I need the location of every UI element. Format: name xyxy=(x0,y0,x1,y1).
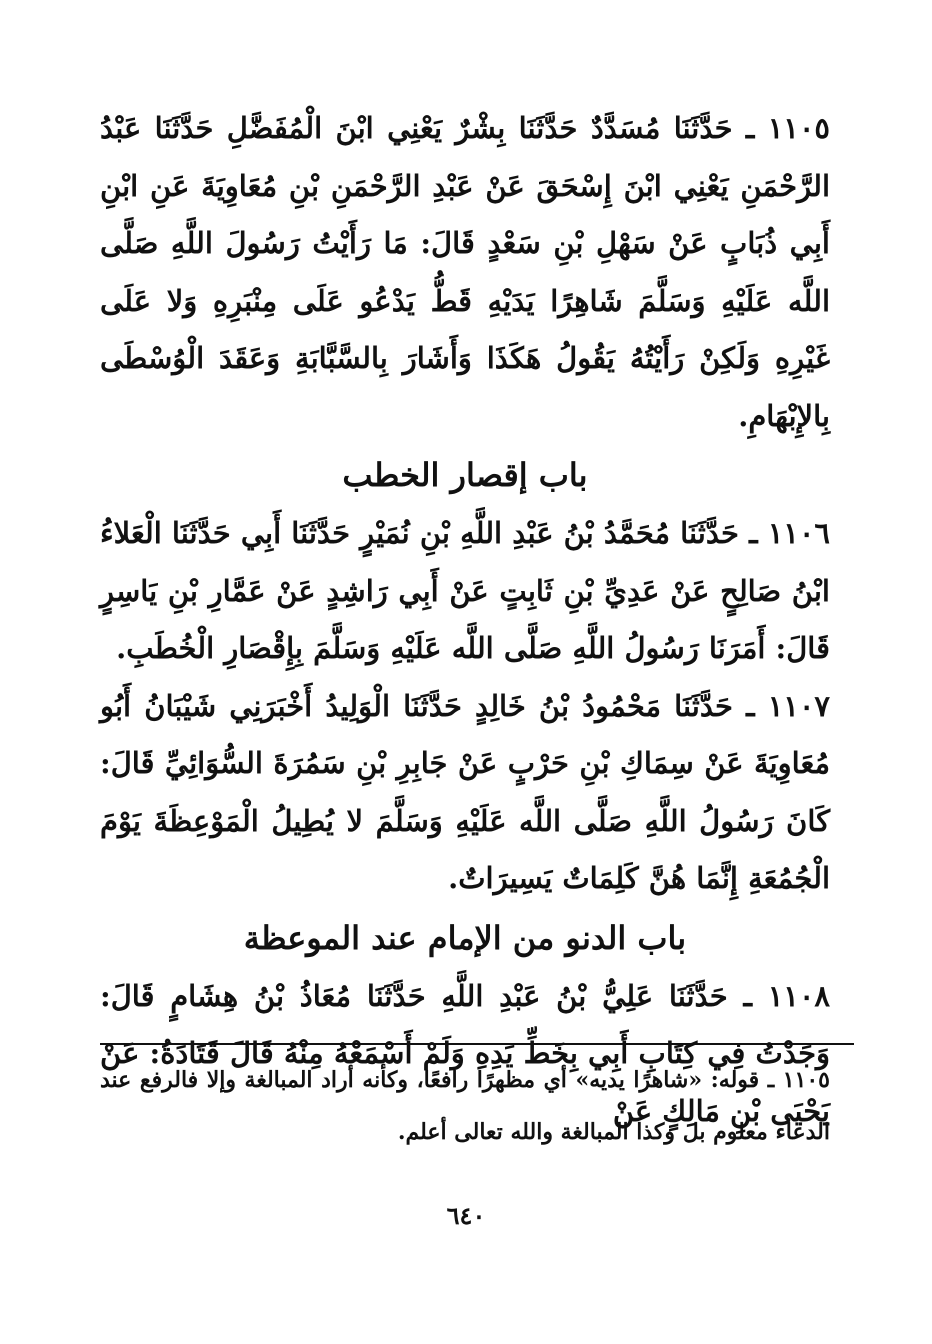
page-number: ٦٤٠ xyxy=(446,1201,486,1230)
hadith-text: ـ حَدَّثَنَا مُسَدَّدٌ حَدَّثَنَا بِشْرٌ يَعْنِي ابْنَ الْمُفَضَّلِ حَدَّثَنَا عَبْدُ الرَّحْمَنِ يَعْنِي ابْنَ إِسْحَقَ عَنْ عَبْدِ الرَّحْمَنِ بْنِ مُعَاوِيَةَ عَنِ ابْنِ أَبِي ذُبَابٍ عَنْ سَهْلِ بْنِ سَعْدٍ قَالَ: مَا رَأَيْتُ رَسُولَ اللَّهِ صَلَّى اللَّه عَلَيْهِ وَسَلَّمَ شَاهِرًا يَدَيْهِ قَطُّ يَدْعُو عَلَى مِنْبَرِهِ وَلا عَلَى غَيْرِهِ وَلَكِنْ رَأَيْتُهُ يَقُولُ هَكَذَا وَأَشَارَ بِالسَّبَّابَةِ وَعَقَدَ الْوُسْطَى بِالإِبْهَامِ. xyxy=(100,111,830,433)
main-text xyxy=(100,100,830,1140)
footnote-divider xyxy=(100,1043,854,1045)
hadith-text: ـ حَدَّثَنَا عَلِيُّ بْنُ عَبْدِ اللَّهِ حَدَّثَنَا مُعَاذُ بْنُ هِشَامٍ قَالَ: وَجَدْتُ فِي كِتَابِ أَبِي بِخَطِّ يَدِهِ وَلَمْ أَسْمَعْهُ مِنْهُ قَالَ قَتَادَةُ: عَنْ يَحْيَى بْنِ مَالِكٍ عَنْ xyxy=(100,978,830,1128)
hadith-1107 xyxy=(100,678,830,908)
chapter-heading-khutbah: باب إقصار الخطب xyxy=(342,456,588,494)
hadith-text: ـ حَدَّثَنَا مَحْمُودُ بْنُ خَالِدٍ حَدَّثَنَا الْوَلِيدُ أَخْبَرَنِي شَيْبَانُ أَبُو مُعَاوِيَةَ عَنْ سِمَاكِ بْنِ حَرْبٍ عَنْ جَابِرِ بْنِ سَمُرَةَ السُّوَائِيِّ قَالَ: كَانَ رَسُولُ اللَّهِ صَلَّى اللَّه عَلَيْهِ وَسَلَّمَ لا يُطِيلُ الْمَوْعِظَةَ يَوْمَ الْجُمُعَةِ إِنَّمَا هُنَّ كَلِمَاتٌ يَسِيرَاتٌ. xyxy=(100,688,830,895)
chapter-heading-approach-imam: باب الدنو من الإمام عند الموعظة xyxy=(243,918,687,957)
footnote-number: ١١٠٥ xyxy=(782,1067,830,1093)
hadith-number: ١١٠٧ xyxy=(767,688,830,723)
hadith-1105 xyxy=(100,100,830,445)
hadith-text: ـ حَدَّثَنَا مُحَمَّدُ بْنُ عَبْدِ اللَّهِ بْنِ نُمَيْرٍ حَدَّثَنَا أَبِي حَدَّثَنَا الْعَلاءُ ابْنُ صَالِحٍ عَنْ عَدِيِّ بْنِ ثَابِتٍ عَنْ أَبِي رَاشِدٍ عَنْ عَمَّارِ بْنِ يَاسِرٍ قَالَ: أَمَرَنَا رَسُولُ اللَّهِ صَلَّى اللَّه عَلَيْهِ وَسَلَّمَ بِإِقْصَارِ الْخُطَبِ. xyxy=(100,516,830,665)
hadith-number: ١١٠٨ xyxy=(767,978,830,1013)
hadith-number: ١١٠٦ xyxy=(767,516,830,550)
footnote-text: ـ قوله: «شاهرًا يديه» أي مظهرًا رافعًا، وكأنه أراد المبالغة وإلا فالرفع عند الدعاء معلوم بل وكذا المبالغة والله تعالى أعلم. xyxy=(100,1067,830,1145)
footnote xyxy=(100,1054,830,1158)
hadith-1106 xyxy=(100,505,830,678)
hadith-number: ١١٠٥ xyxy=(767,111,830,145)
